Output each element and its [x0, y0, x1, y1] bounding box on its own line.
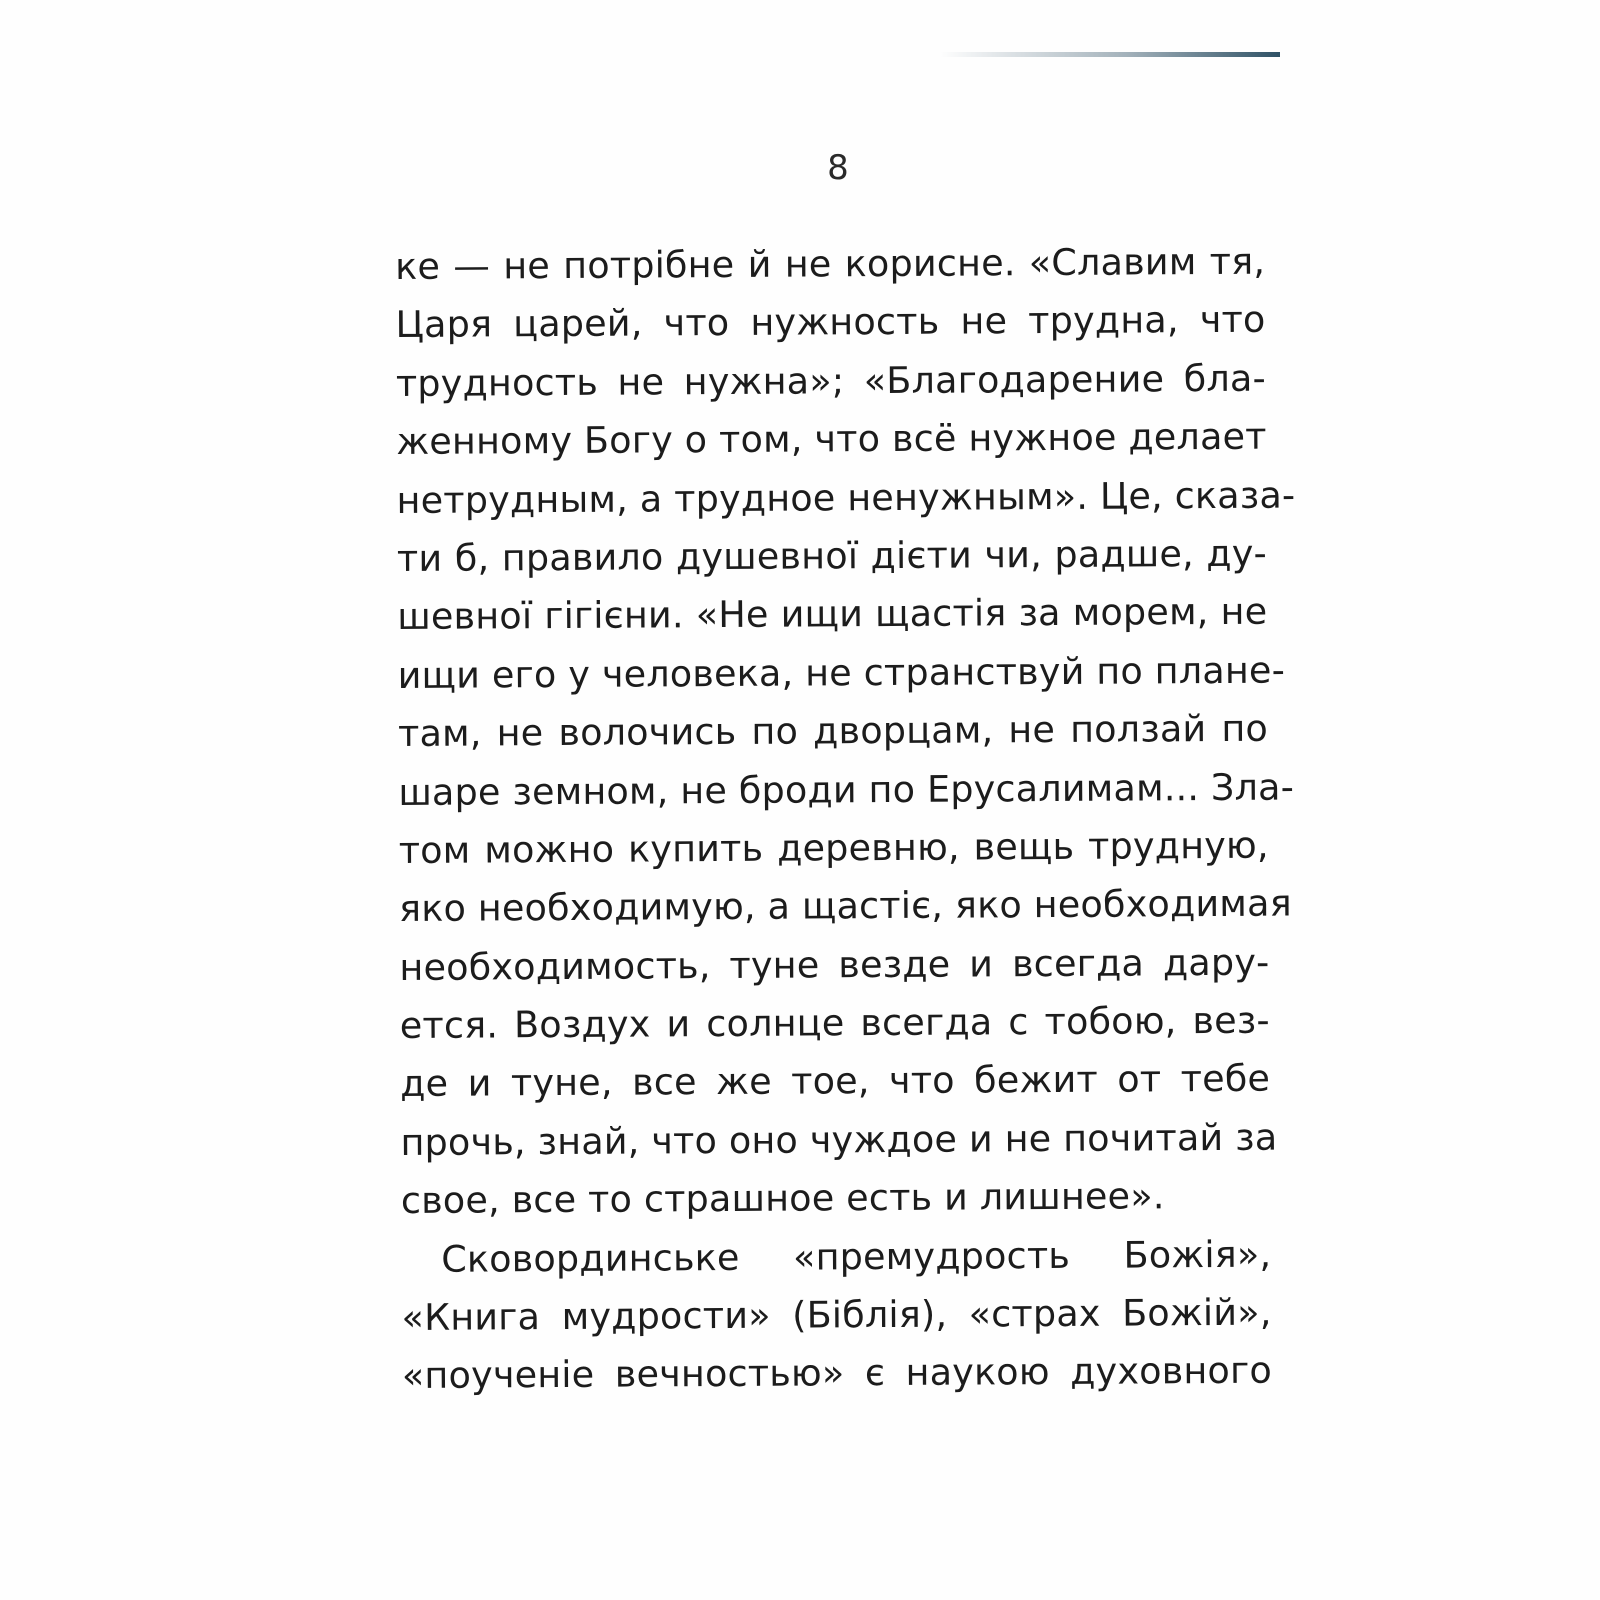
page-number: 8 — [827, 148, 849, 188]
text-line: шевної гігієни. «Не ищи щастія за морем, не — [397, 590, 1268, 639]
text-line: необходимость, туне везде и всегда дару- — [399, 940, 1270, 989]
text-line: яко необходимую, а щастіє, яко необходимая — [398, 881, 1292, 931]
text-line: ти б, правило душевної дієти чи, радше, ду- — [396, 531, 1268, 580]
text-line: трудность не нужна»; «Благодарение бла- — [395, 356, 1267, 405]
text-line: шаре земном, не броди по Ерусалимам... Зла- — [398, 765, 1295, 814]
text-line: том можно купить деревню, вещь трудную, — [398, 823, 1269, 872]
text-line: ищи его у человека, не странствуй по плане- — [397, 648, 1286, 697]
body-text — [395, 233, 1296, 1406]
top-decorative-rule — [940, 52, 1280, 57]
text-line: нетрудным, а трудное ненужным». Це, сказа- — [396, 473, 1296, 522]
paragraph-first-line: Сковординське «премудрость Божія», — [441, 1232, 1272, 1281]
text-line: там, не волочись по дворцам, не ползай по — [397, 706, 1269, 756]
text-line: «Книга мудрости» (Біблія), «страх Божій», — [401, 1290, 1272, 1340]
paragraph-end-line: свое, все то страшное есть и лишнее». — [400, 1174, 1165, 1223]
text-line: «поученіе вечностью» є наукою духовного — [401, 1349, 1273, 1398]
text-line: де и туне, все же тое, что бежит от тебе — [400, 1057, 1271, 1106]
text-line: прочь, знай, что оно чуждое и не почитай за — [400, 1115, 1278, 1164]
text-line: женному Богу о том, что всё нужное делает — [396, 414, 1267, 464]
text-line: Царя царей, что нужность не трудна, что — [395, 298, 1266, 347]
text-line: ется. Воздух и солнце всегда с тобою, вез- — [399, 998, 1270, 1048]
text-line: ке — не потрібне й не корисне. «Славим тя, — [395, 239, 1266, 288]
